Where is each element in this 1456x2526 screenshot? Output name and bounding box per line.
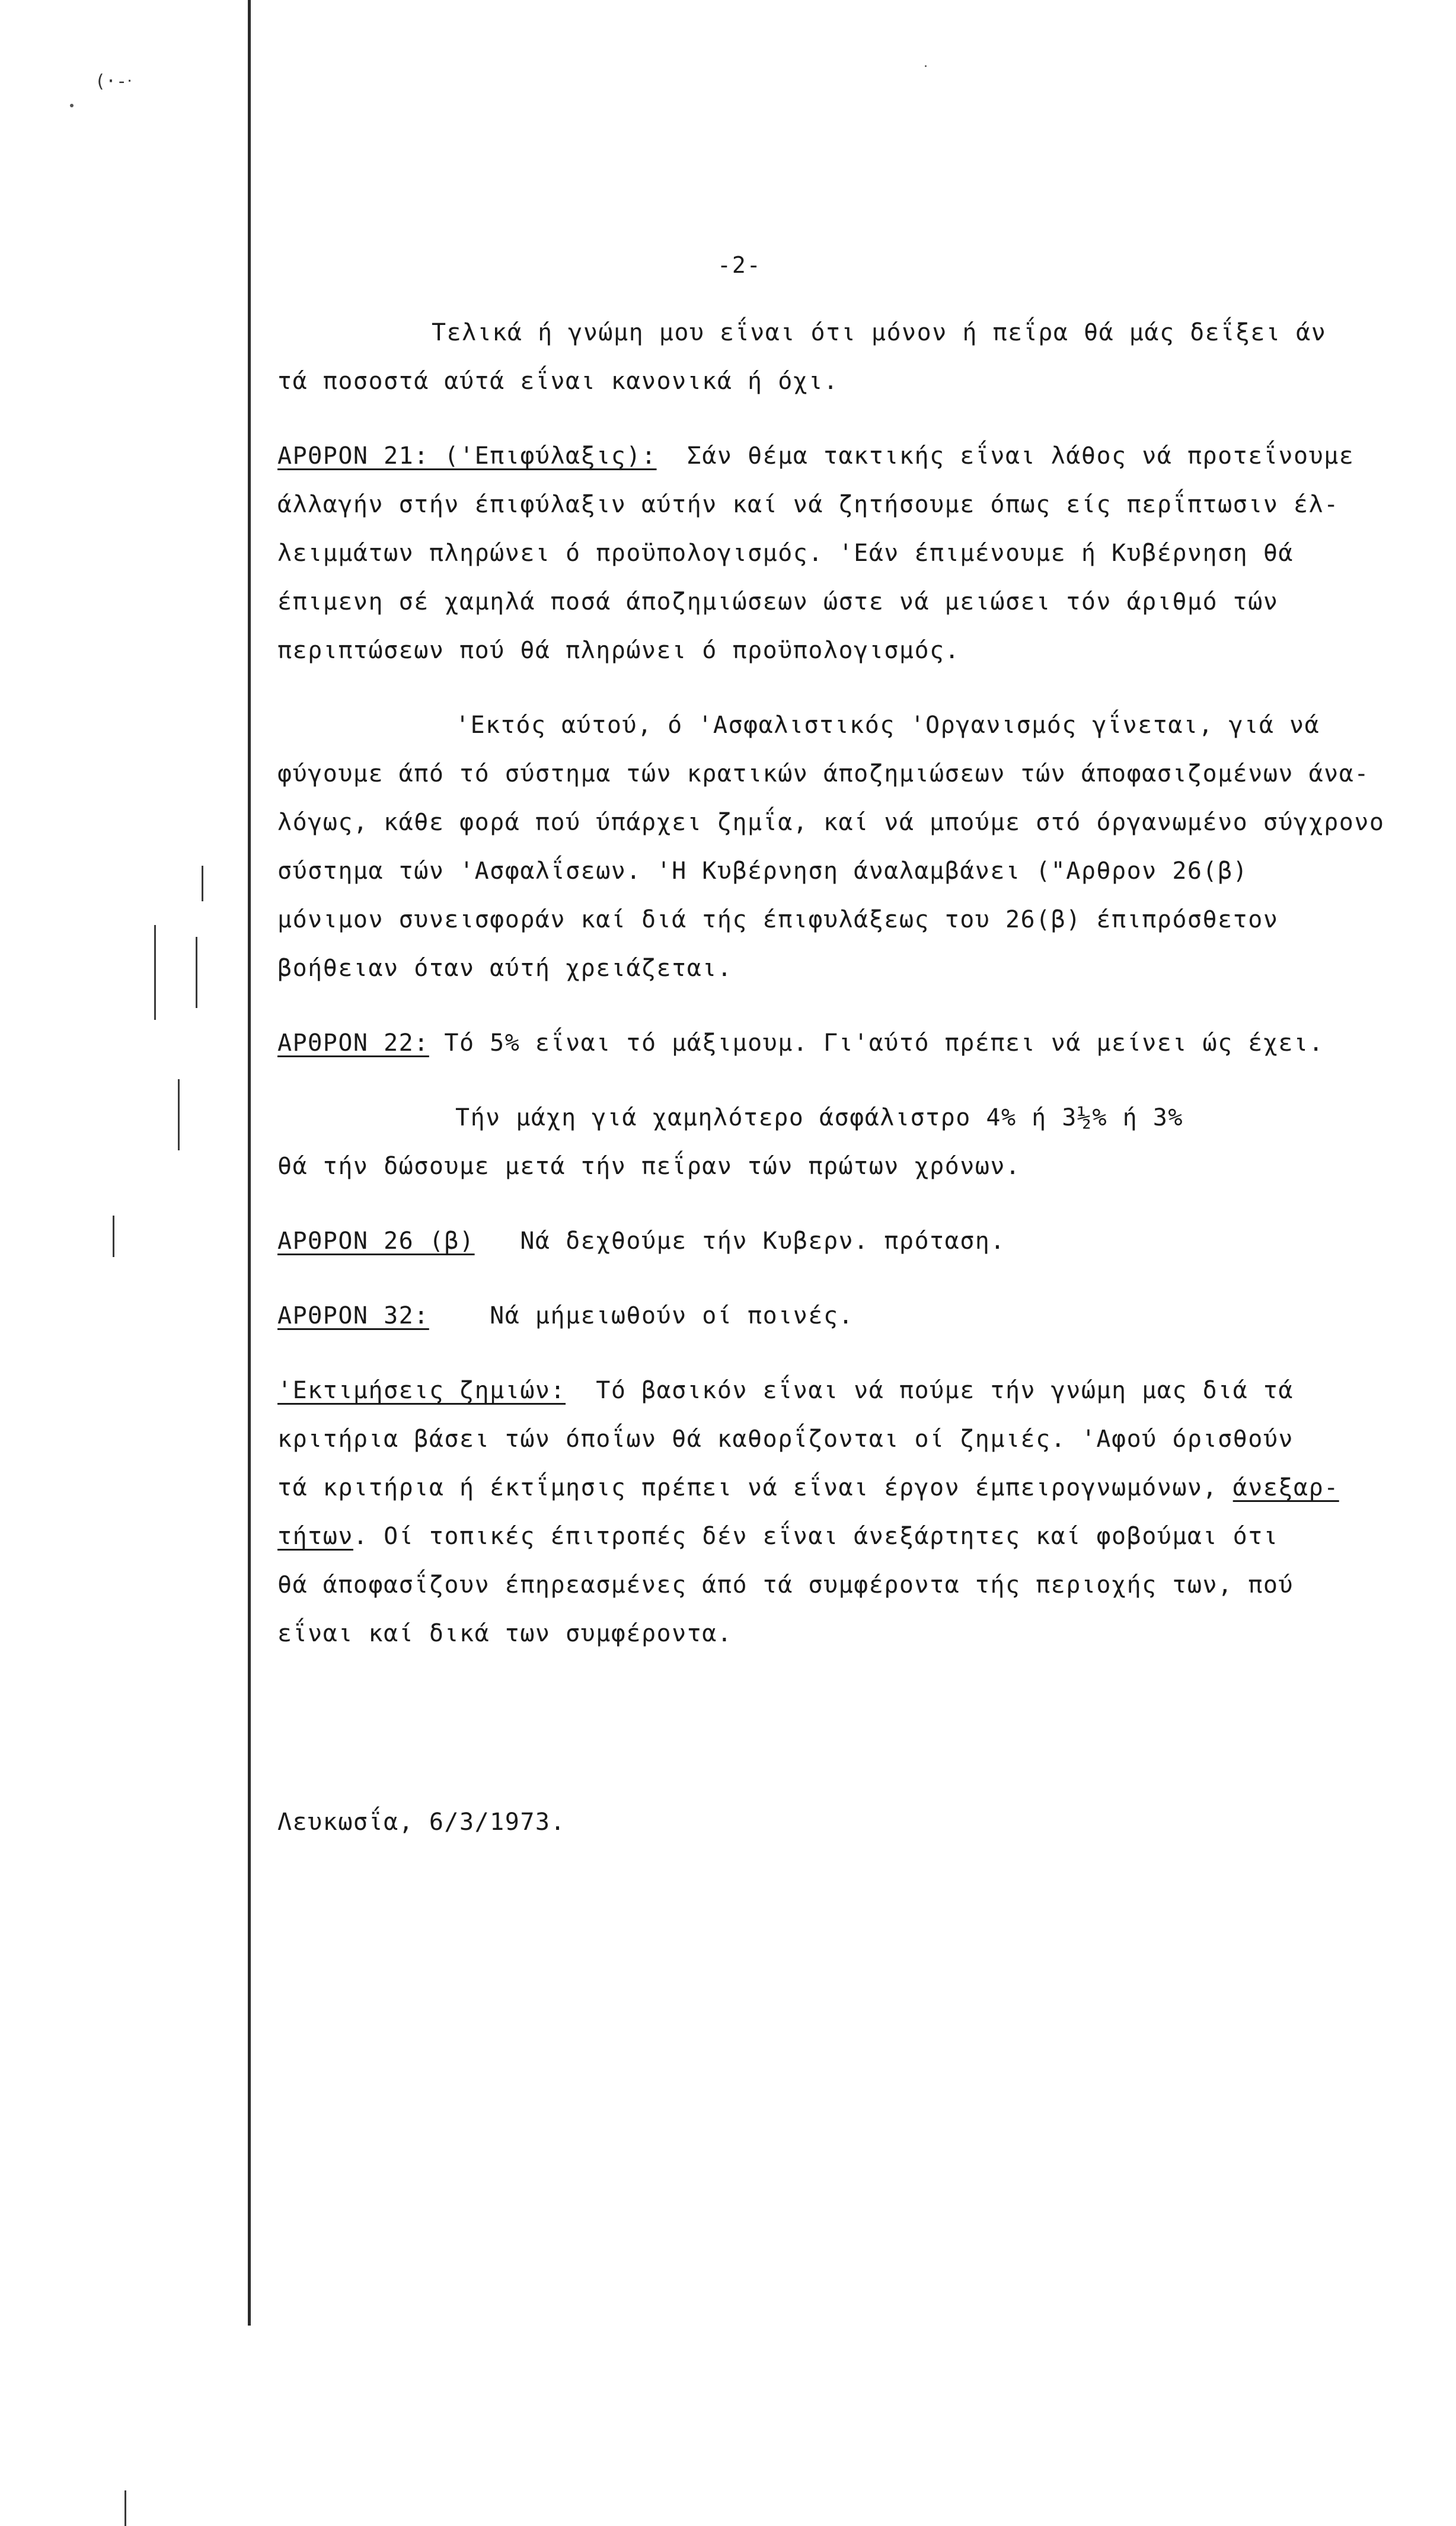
- text-line: [277, 1512, 1380, 1561]
- document-body: [277, 308, 1385, 1658]
- dust-speck: [925, 65, 927, 67]
- text-run: Νά δεχθούμε τήν Κυβερν. πρόταση.: [520, 1227, 1005, 1255]
- text-line: [277, 1463, 1380, 1512]
- binder-margin-line: [248, 0, 251, 2326]
- text-line: φύγουμε άπό τό σύστημα τών κρατικών άποζημιώσεων τών άποφασιζομένων άνα-: [277, 760, 1369, 787]
- article-heading: ΑΡΘΡΟΝ 26 (β): [277, 1227, 475, 1255]
- page-number: -2-: [717, 252, 762, 278]
- date-line: Λευκωσΐα, 6/3/1973.: [277, 1809, 566, 1836]
- article-heading: ΑΡΘΡΟΝ 22:: [277, 1029, 429, 1057]
- corner-mark: (·-ᐧ: [95, 71, 132, 92]
- text-line: [277, 1217, 1380, 1265]
- text-run: Σάν θέμα τακτικής εΐναι λάθος νά προτεΐνουμε: [687, 442, 1355, 470]
- text-line: θά άποφασΐζουν έπηρεασμένες άπό τά συμφέροντα τής περιοχής των, πού: [277, 1571, 1294, 1599]
- text-line: [277, 1019, 1380, 1067]
- text-run: Τό 5% εΐναι τό μάξιμουμ. Γι'αύτό πρέπει νά μείνει ώς έχει.: [444, 1029, 1324, 1057]
- margin-tick: [196, 937, 197, 1008]
- text-run: Τό βασικόν εΐναι νά πούμε τήν γνώμη μας διά τά: [596, 1377, 1294, 1404]
- text-line: [277, 432, 1380, 480]
- dust-speck: [70, 104, 74, 107]
- text-line: [277, 1366, 1380, 1415]
- section-article-26b: [277, 1217, 1380, 1265]
- text-line: Τελικά ή γνώμη μου εΐναι ότι μόνον ή πεΐρα θά μάς δεΐξει άν: [432, 319, 1327, 346]
- margin-tick: [124, 2490, 126, 2526]
- text-line: λόγως, κάθε φορά πού ύπάρχει ζημΐα, καί νά μπούμε στό όργανωμένο σύγχρονο: [277, 809, 1385, 836]
- text-line: βοήθειαν όταν αύτή χρειάζεται.: [277, 955, 733, 982]
- text-line: τά ποσοστά αύτά εΐναι κανονικά ή όχι.: [277, 368, 839, 395]
- text-line: έπιμενη σέ χαμηλά ποσά άποζημιώσεων ώστε νά μειώσει τόν άριθμό τών: [277, 588, 1279, 615]
- text-line: λειμμάτων πληρώνει ό προϋπολογισμός. 'Εάν έπιμένουμε ή Κυβέρνηση θά: [277, 540, 1294, 567]
- text-line: [277, 1291, 1380, 1340]
- text-line: σύστημα τών 'Ασφαλΐσεων. 'Η Κυβέρνηση άναλαμβάνει ("Αρθρον 26(β): [277, 857, 1249, 885]
- text-line: Τήν μάχη γιά χαμηλότερο άσφάλιστρο 4% ή 3½% ή 3%: [455, 1104, 1183, 1131]
- text-line: περιπτώσεων πού θά πληρώνει ό προϋπολογισμός.: [277, 637, 960, 664]
- section-damage-assessment: [277, 1366, 1380, 1658]
- section-heading: 'Εκτιμήσεις ζημιών:: [277, 1377, 566, 1404]
- underlined-word: άνεξαρ-: [1233, 1474, 1339, 1501]
- paragraph-insurance-organization: [277, 701, 1385, 993]
- text-line: μόνιμον συνεισφοράν καί διά τής έπιφυλάξεως του 26(β) έπιπρόσθετον: [277, 906, 1279, 933]
- text-run: Νά μήμειωθούν οί ποινές.: [490, 1302, 854, 1329]
- text-line: άλλαγήν στήν έπιφύλαξιν αύτήν καί νά ζητήσουμε όπως είς περΐπτωσιν έλ-: [277, 491, 1339, 518]
- paragraph-conclusion: [277, 308, 1380, 406]
- text-line: θά τήν δώσουμε μετά τήν πεΐραν τών πρώτων χρόνων.: [277, 1153, 1021, 1180]
- text-line: εΐναι καί δικά των συμφέροντα.: [277, 1620, 733, 1647]
- paragraph-premium: [277, 1093, 1380, 1191]
- section-article-22: [277, 1019, 1380, 1067]
- text-run: τά κριτήρια ή έκτΐμησις πρέπει νά εΐναι έργον έμπειρογνωμόνων,: [277, 1474, 1233, 1501]
- section-article-32: [277, 1291, 1380, 1340]
- underlined-word: τήτων: [277, 1523, 353, 1550]
- section-article-21: [277, 432, 1380, 675]
- margin-tick: [154, 925, 156, 1020]
- article-heading: ΑΡΘΡΟΝ 32:: [277, 1302, 429, 1329]
- text-line: 'Εκτός αύτού, ό 'Ασφαλιστικός 'Οργανισμός γΐνεται, γιά νά: [455, 712, 1320, 739]
- margin-tick: [113, 1216, 114, 1257]
- article-heading: ΑΡΘΡΟΝ 21: ('Επιφύλαξις):: [277, 442, 657, 470]
- text-line: κριτήρια βάσει τών όποΐων θά καθορΐζονται οί ζημιές. 'Αφού όρισθούν: [277, 1425, 1294, 1453]
- margin-tick: [202, 866, 203, 901]
- margin-tick: [178, 1079, 180, 1150]
- text-run: . Οί τοπικές έπιτροπές δέν εΐναι άνεξάρτητες καί φοβούμαι ότι: [353, 1523, 1279, 1550]
